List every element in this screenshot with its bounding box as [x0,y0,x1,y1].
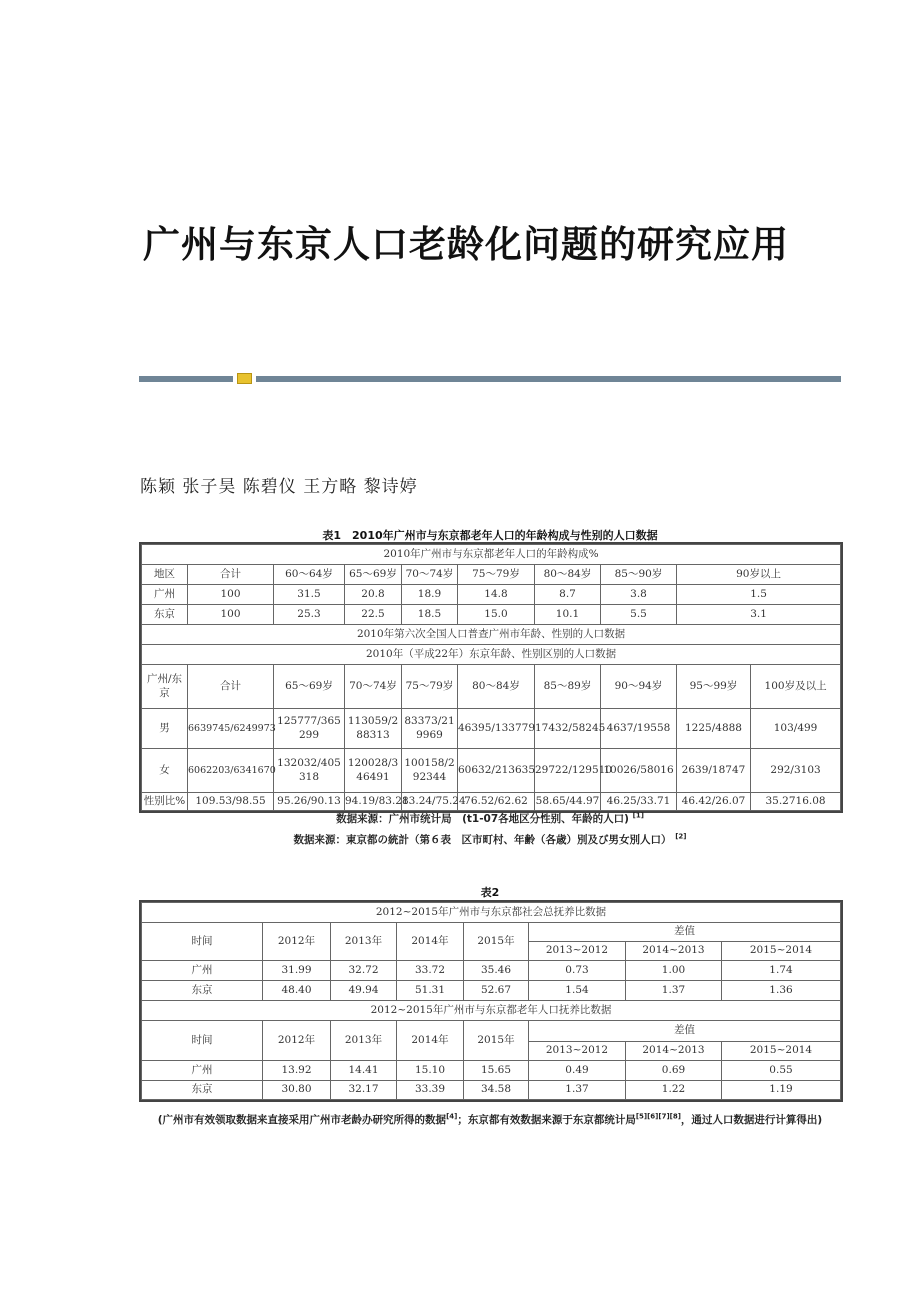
table-row [142,793,841,811]
table-header-cell: 90岁以上 [677,565,841,585]
table-cell: 1.54 [529,981,626,1001]
table-cell: 0.49 [529,1061,626,1081]
table-cell: 46.42/26.07 [677,793,751,811]
table-cell: 14.8 [458,585,535,605]
table1-caption: 表1 2010年广州市与东京都老年人口的年龄构成与性别的人口数据 [322,529,658,542]
table-header-cell: 合计 [188,665,274,709]
table-cell: 13.92 [263,1061,331,1081]
table-cell: 103/499 [751,709,841,749]
table-header-cell: 地区 [142,565,188,585]
table2-section1-title: 2012~2015年广州市与东京都社会总抚养比数据 [142,903,841,923]
table-header-cell: 2015~2014 [722,942,841,961]
table-cell: 2639/18747 [677,749,751,793]
table-cell: 109.53/98.55 [188,793,274,811]
table-cell: 男 [142,709,188,749]
table-header-cell: 差值 [529,1021,841,1042]
table-cell: 6062203/6341670 [188,749,274,793]
table-header-cell: 95～99岁 [677,665,751,709]
table-cell: 49.94 [331,981,397,1001]
table-cell: 东京 [142,1081,263,1100]
table-header-cell: 2013年 [331,923,397,961]
table-header-cell: 合计 [188,565,274,585]
authors: 陈颖 张子昊 陈碧仪 王方略 黎诗婷 [140,477,418,497]
table-cell: 8.7 [535,585,601,605]
table-cell: 1.37 [626,981,722,1001]
table-header-cell: 65～69岁 [274,665,345,709]
table-header-cell: 差值 [529,923,841,942]
table-cell: 58.65/44.97 [535,793,601,811]
table1-section2-title1: 2010年第六次全国人口普查广州市年龄、性别的人口数据 [142,625,841,645]
table-header-cell: 80～84岁 [535,565,601,585]
table-header-cell: 时间 [142,1021,263,1061]
table1-source1: 数据来源：广州市统计局 (t1-07各地区分性别、年龄的人口) [1] [336,811,644,825]
table-cell: 35.46 [464,961,529,981]
table-cell: 35.2716.08 [751,793,841,811]
title-divider [139,375,841,383]
table-cell: 1.00 [626,961,722,981]
table-row [142,981,841,1001]
table-cell: 83.24/75.24 [402,793,458,811]
table-row [142,585,841,605]
table2-section2-title: 2012~2015年广州市与东京都老年人口抚养比数据 [142,1001,841,1021]
table2 [141,902,841,1100]
table-header-cell: 85～89岁 [535,665,601,709]
table-cell: 1.36 [722,981,841,1001]
table-header-cell: 90～94岁 [601,665,677,709]
table-cell: 性别比% [142,793,188,811]
table-cell: 4637/19558 [601,709,677,749]
table-cell: 29722/129510 [535,749,601,793]
table-cell: 60632/213635 [458,749,535,793]
table-cell: 33.39 [397,1081,464,1100]
table-header-cell: 100岁及以上 [751,665,841,709]
table-cell: 30.80 [263,1081,331,1100]
table-cell: 广州 [142,1061,263,1081]
table-cell: 14.41 [331,1061,397,1081]
table1 [141,544,841,811]
table-header-cell: 75～79岁 [458,565,535,585]
table-cell: 31.99 [263,961,331,981]
table-cell: 10.1 [535,605,601,625]
table-cell: 15.0 [458,605,535,625]
table-cell: 1.5 [677,585,841,605]
table-cell: 女 [142,749,188,793]
table-header-cell: 60～64岁 [274,565,345,585]
table-cell: 广州 [142,585,188,605]
table-header-cell: 2013~2012 [529,942,626,961]
table-cell: 100 [188,605,274,625]
table-cell: 0.55 [722,1061,841,1081]
table-cell: 132032/405318 [274,749,345,793]
table1-source2: 数据来源：東京都の統計（第６表 区市町村、年齢（各歳）別及び男女別人口） [2] [293,832,687,846]
table-cell: 46395/133779 [458,709,535,749]
table2-caption: 表2 [480,886,500,899]
table-header-cell: 65～69岁 [345,565,402,585]
table-header-cell: 2015~2014 [722,1042,841,1061]
table-row [142,1081,841,1100]
table2-source-note: (广州市有效领取数据来直接采用广州市老龄办研究所得的数据[4]；东京都有效数据来源于东京都统计局[5][6][7][8]，通过人口数据进行计算得出) [157,1112,823,1126]
table-cell: 15.65 [464,1061,529,1081]
table-header-cell: 80～84岁 [458,665,535,709]
table-cell: 120028/346491 [345,749,402,793]
table-cell: 6639745/6249973 [188,709,274,749]
table-cell: 18.5 [402,605,458,625]
table-cell: 东京 [142,981,263,1001]
table-cell: 1.74 [722,961,841,981]
table-cell: 0.73 [529,961,626,981]
table-cell: 83373/219969 [402,709,458,749]
table-row [142,1061,841,1081]
table-header-cell: 2012年 [263,1021,331,1061]
table-cell: 51.31 [397,981,464,1001]
table-cell: 292/3103 [751,749,841,793]
table-cell: 94.19/83.21 [345,793,402,811]
table-cell: 113059/288313 [345,709,402,749]
table-cell: 34.58 [464,1081,529,1100]
table-cell: 100 [188,585,274,605]
table-header-cell: 75～79岁 [402,665,458,709]
table-cell: 5.5 [601,605,677,625]
table-cell: 0.69 [626,1061,722,1081]
table-cell: 广州 [142,961,263,981]
table-cell: 52.67 [464,981,529,1001]
table-cell: 95.26/90.13 [274,793,345,811]
table-header-cell: 2014~2013 [626,1042,722,1061]
table-cell: 15.10 [397,1061,464,1081]
table-cell: 100158/292344 [402,749,458,793]
table-header-cell: 85～90岁 [601,565,677,585]
table-row [142,749,841,793]
table-cell: 22.5 [345,605,402,625]
table-header-cell: 70～74岁 [345,665,402,709]
table-header-cell: 2013年 [331,1021,397,1061]
table-cell: 1.22 [626,1081,722,1100]
table-cell: 125777/365299 [274,709,345,749]
table-row [142,605,841,625]
table-cell: 76.52/62.62 [458,793,535,811]
table-row [142,709,841,749]
table-cell: 3.1 [677,605,841,625]
document-title: 广州与东京人口老龄化问题的研究应用 [143,222,789,266]
table-header-cell: 70～74岁 [402,565,458,585]
table-cell: 10026/58016 [601,749,677,793]
table-header-cell: 2014~2013 [626,942,722,961]
table1-section1-title: 2010年广州市与东京都老年人口的年龄构成% [142,545,841,565]
table-header-cell: 2013~2012 [529,1042,626,1061]
table-cell: 32.72 [331,961,397,981]
table-cell: 1.19 [722,1081,841,1100]
table-cell: 3.8 [601,585,677,605]
table-header-cell: 广州/东京 [142,665,188,709]
table-cell: 东京 [142,605,188,625]
table-cell: 48.40 [263,981,331,1001]
table-header-cell: 2015年 [464,923,529,961]
table1-section2-title2: 2010年（平成22年）东京年龄、性别区别的人口数据 [142,645,841,665]
table-cell: 1225/4888 [677,709,751,749]
table-cell: 33.72 [397,961,464,981]
table-header-cell: 2012年 [263,923,331,961]
table-cell: 17432/58245 [535,709,601,749]
table-header-cell: 2014年 [397,923,464,961]
table-cell: 31.5 [274,585,345,605]
table-cell: 46.25/33.71 [601,793,677,811]
table-cell: 18.9 [402,585,458,605]
table-cell: 20.8 [345,585,402,605]
table-header-cell: 时间 [142,923,263,961]
table-row [142,961,841,981]
table-cell: 32.17 [331,1081,397,1100]
table-cell: 25.3 [274,605,345,625]
table-cell: 1.37 [529,1081,626,1100]
envelope-icon [237,373,252,384]
table-header-cell: 2014年 [397,1021,464,1061]
table-header-cell: 2015年 [464,1021,529,1061]
